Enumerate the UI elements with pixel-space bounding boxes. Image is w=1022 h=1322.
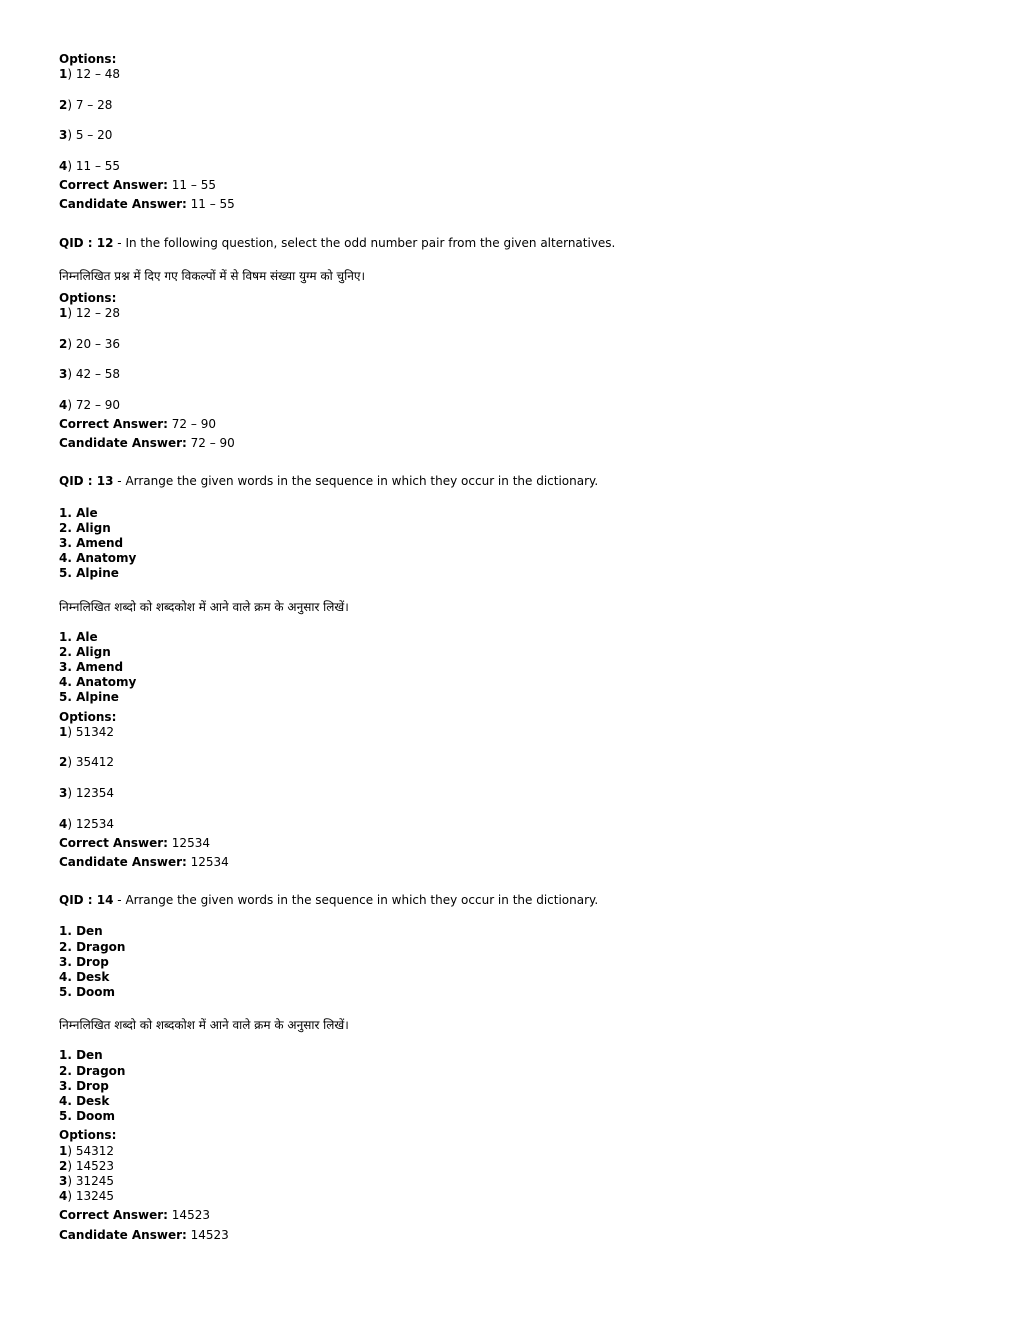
- list-item: 3. Drop: [59, 954, 109, 969]
- option-2: 2) 7 – 28: [59, 97, 113, 112]
- option-1: 1) 54312: [59, 1143, 115, 1158]
- question-heading: QID : 13 - Arrange the given words in the sequence in which they occur in the dictionary.: [59, 474, 599, 489]
- option-2: 2) 14523: [59, 1158, 115, 1173]
- candidate-answer: Candidate Answer: 14523: [59, 1227, 229, 1242]
- list-item: 2. Dragon: [59, 1063, 126, 1078]
- correct-answer: Correct Answer: 72 – 90: [59, 416, 216, 431]
- list-item: 3. Drop: [59, 1078, 109, 1093]
- option-1: 1) 12 – 28: [59, 306, 121, 320]
- options-label: Options:: [59, 709, 117, 724]
- option-1: 1) 51342: [59, 724, 115, 739]
- question-heading: QID : 14 - Arrange the given words in the sequence in which they occur in the dictionary.: [59, 893, 599, 908]
- option-4: 4) 72 – 90: [59, 397, 121, 412]
- list-item: 4. Anatomy: [59, 675, 137, 690]
- list-item: 4. Desk: [59, 1094, 110, 1109]
- question-heading: QID : 12 - In the following question, select the odd number pair from the given alternatives.: [59, 235, 616, 250]
- option-4: 4) 13245: [59, 1189, 115, 1204]
- document-page: [59, 52, 979, 1243]
- question-hindi: निम्नलिखित शब्दो को शब्दकोश में आने वाले क्रम के अनुसार लिखें।: [59, 1018, 349, 1033]
- word-list-hindi: [59, 1048, 979, 1124]
- option-1: 1) 12 – 48: [59, 67, 121, 82]
- question-hindi: निम्नलिखित प्रश्न में दिए गए विकल्पों में से विषम संख्या युग्म को चुनिए।: [59, 268, 366, 283]
- candidate-answer: Candidate Answer: 72 – 90: [59, 436, 235, 451]
- options-label: Options:: [59, 1128, 117, 1143]
- word-list: [59, 506, 979, 582]
- list-item: 2. Dragon: [59, 939, 126, 954]
- list-item: 1. Ale: [59, 505, 98, 520]
- list-item: 2. Align: [59, 520, 111, 535]
- option-3: 3) 12354: [59, 786, 115, 801]
- question-hindi: निम्नलिखित शब्दो को शब्दकोश में आने वाले क्रम के अनुसार लिखें।: [59, 599, 349, 614]
- word-list: [59, 924, 979, 1000]
- correct-answer: Correct Answer: 14523: [59, 1208, 210, 1223]
- list-item: 5. Doom: [59, 985, 116, 1000]
- list-item: 5. Alpine: [59, 690, 119, 705]
- list-item: 5. Alpine: [59, 566, 119, 581]
- correct-answer: Correct Answer: 12534: [59, 835, 210, 850]
- list-item: 3. Amend: [59, 660, 124, 675]
- option-3: 3) 42 – 58: [59, 367, 121, 382]
- option-4: 4) 12534: [59, 816, 115, 831]
- options-label: Options:: [59, 52, 117, 66]
- question-14: [59, 893, 979, 1243]
- list-item: 4. Desk: [59, 970, 110, 985]
- word-list-hindi: [59, 630, 979, 706]
- list-item: 1. Den: [59, 924, 103, 939]
- option-3: 3) 5 – 20: [59, 128, 113, 143]
- option-2: 2) 35412: [59, 755, 115, 770]
- question-13: [59, 474, 979, 870]
- correct-answer: Correct Answer: 11 – 55: [59, 178, 216, 193]
- list-item: 2. Align: [59, 644, 111, 659]
- question-11-tail: [59, 52, 979, 213]
- candidate-answer: Candidate Answer: 11 – 55: [59, 197, 235, 212]
- option-4: 4) 11 – 55: [59, 158, 121, 173]
- question-12: [59, 236, 979, 452]
- option-2: 2) 20 – 36: [59, 336, 121, 351]
- list-item: 1. Den: [59, 1048, 103, 1063]
- options-label: Options:: [59, 290, 117, 305]
- list-item: 3. Amend: [59, 536, 124, 550]
- option-3: 3) 31245: [59, 1174, 115, 1189]
- list-item: 5. Doom: [59, 1109, 116, 1124]
- list-item: 4. Anatomy: [59, 551, 137, 566]
- candidate-answer: Candidate Answer: 12534: [59, 855, 229, 870]
- list-item: 1. Ale: [59, 629, 98, 644]
